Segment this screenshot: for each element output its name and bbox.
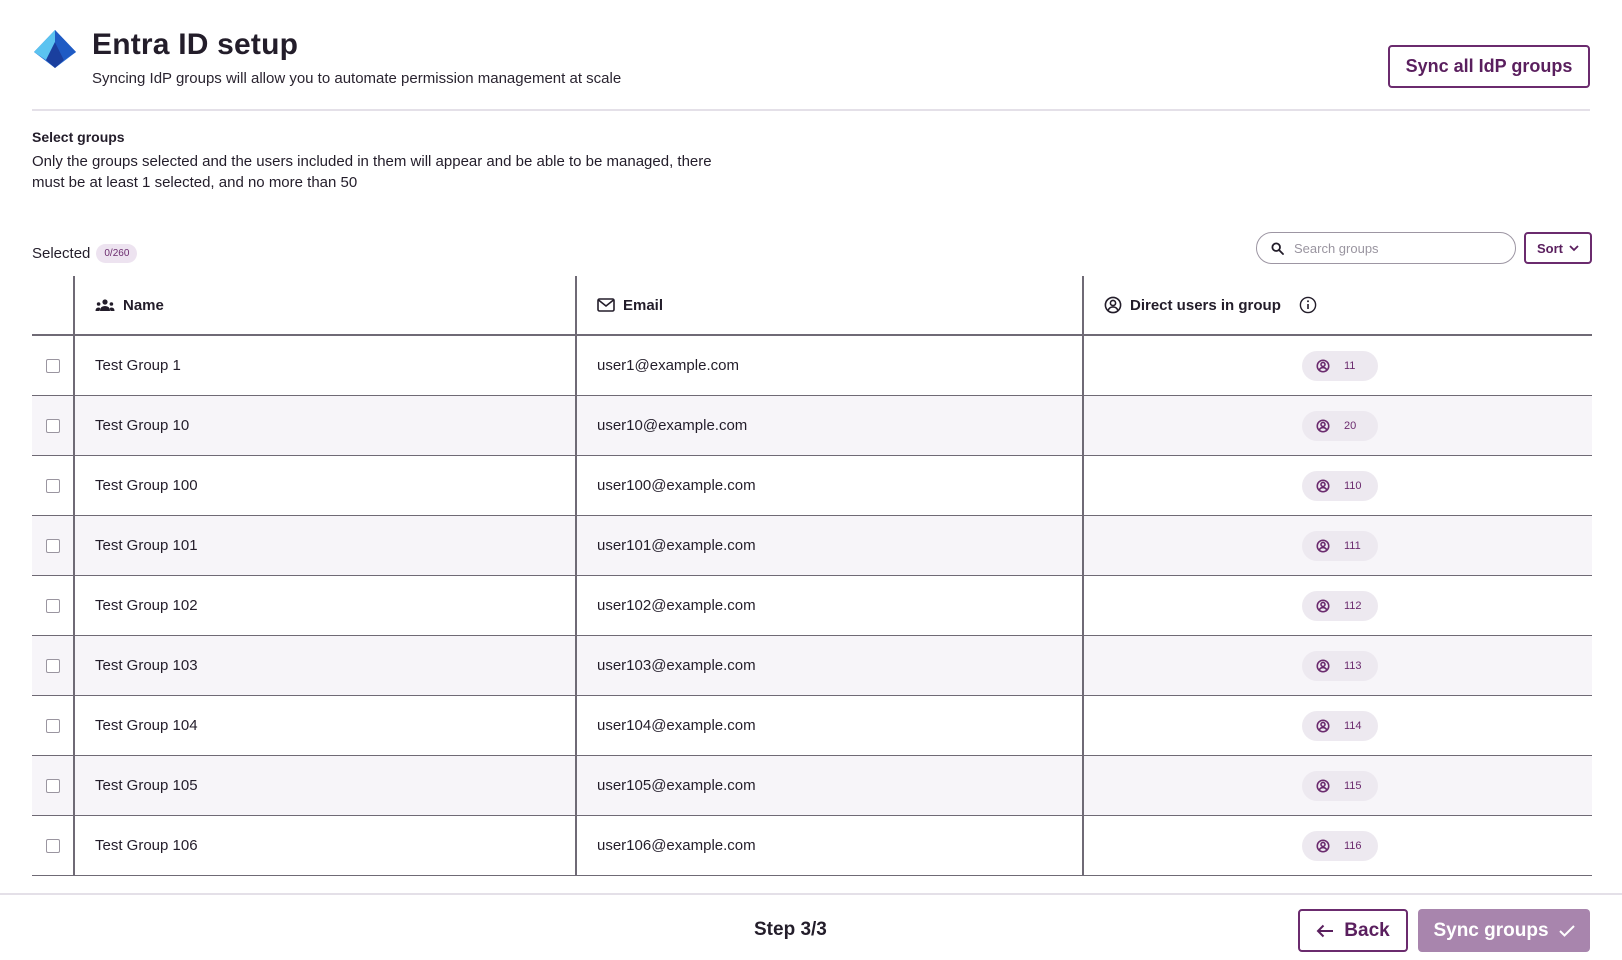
row-select-cell (32, 816, 73, 875)
entra-id-logo-icon (32, 28, 78, 70)
column-label-email: Email (623, 296, 664, 314)
direct-users-cell (1082, 336, 1592, 395)
table-row[interactable] (32, 336, 1592, 396)
selection-summary (32, 244, 137, 263)
table-row[interactable] (32, 636, 1592, 696)
group-icon (95, 298, 115, 312)
direct-users-cell (1082, 636, 1592, 695)
back-button-label: Back (1344, 919, 1390, 941)
group-name-cell: Test Group 105 (73, 756, 575, 815)
group-email-cell: user105@example.com (575, 756, 1082, 815)
user-count: 11 (1344, 359, 1356, 372)
groups-table (32, 276, 1592, 876)
search-icon (1271, 242, 1284, 255)
group-name-cell: Test Group 10 (73, 396, 575, 455)
user-circle-icon (1316, 599, 1330, 613)
row-select-cell (32, 336, 73, 395)
search-field[interactable] (1256, 232, 1516, 264)
user-count: 111 (1344, 539, 1361, 552)
back-button[interactable] (1298, 909, 1408, 952)
table-row[interactable] (32, 576, 1592, 636)
user-count-pill (1302, 411, 1378, 441)
direct-users-cell (1082, 396, 1592, 455)
group-name-cell: Test Group 1 (73, 336, 575, 395)
chevron-down-icon (1569, 245, 1579, 252)
group-email-cell: user104@example.com (575, 696, 1082, 755)
row-checkbox[interactable] (46, 359, 60, 373)
group-name-cell: Test Group 104 (73, 696, 575, 755)
table-row[interactable] (32, 816, 1592, 876)
user-circle-icon (1316, 539, 1330, 553)
user-count: 113 (1344, 659, 1362, 672)
page-title: Entra ID setup (92, 28, 299, 61)
user-circle-icon (1316, 779, 1330, 793)
check-icon (1559, 925, 1575, 937)
row-checkbox[interactable] (46, 779, 60, 793)
search-input[interactable] (1294, 241, 1494, 256)
section-title: Select groups (32, 129, 125, 145)
user-count: 112 (1344, 599, 1362, 612)
row-select-cell (32, 396, 73, 455)
user-count-pill (1302, 471, 1378, 501)
direct-users-cell (1082, 696, 1592, 755)
table-body (32, 336, 1592, 876)
table-row[interactable] (32, 696, 1592, 756)
user-count-pill (1302, 591, 1378, 621)
row-select-cell (32, 636, 73, 695)
table-row[interactable] (32, 756, 1592, 816)
user-count: 110 (1344, 479, 1362, 492)
user-circle-icon (1316, 479, 1330, 493)
row-checkbox[interactable] (46, 839, 60, 853)
column-header-name[interactable] (73, 276, 575, 334)
row-checkbox[interactable] (46, 659, 60, 673)
user-count: 114 (1344, 719, 1362, 732)
row-select-cell (32, 696, 73, 755)
footer-bar (0, 893, 1622, 960)
group-name-cell: Test Group 101 (73, 516, 575, 575)
row-checkbox[interactable] (46, 419, 60, 433)
user-count-pill (1302, 771, 1378, 801)
group-email-cell: user103@example.com (575, 636, 1082, 695)
direct-users-cell (1082, 516, 1592, 575)
table-row[interactable] (32, 396, 1592, 456)
group-email-cell: user100@example.com (575, 456, 1082, 515)
header-divider (32, 109, 1590, 111)
user-count-pill (1302, 651, 1378, 681)
column-header-email[interactable] (575, 276, 1082, 334)
user-circle-icon (1316, 359, 1330, 373)
user-count-pill (1302, 711, 1378, 741)
sync-all-idp-groups-button[interactable]: Sync all IdP groups (1388, 45, 1590, 88)
user-count-pill (1302, 831, 1378, 861)
user-circle-icon (1316, 839, 1330, 853)
user-circle-icon (1316, 719, 1330, 733)
direct-users-cell (1082, 816, 1592, 875)
user-count: 20 (1344, 419, 1357, 432)
group-email-cell: user101@example.com (575, 516, 1082, 575)
group-name-cell: Test Group 103 (73, 636, 575, 695)
mail-icon (597, 298, 615, 312)
sync-groups-label: Sync groups (1433, 919, 1549, 941)
user-circle-icon (1316, 419, 1330, 433)
row-select-cell (32, 576, 73, 635)
row-checkbox[interactable] (46, 539, 60, 553)
column-header-direct-users[interactable] (1082, 276, 1592, 334)
group-name-cell: Test Group 102 (73, 576, 575, 635)
sync-groups-button[interactable] (1418, 909, 1590, 952)
step-indicator: Step 3/3 (754, 919, 827, 940)
page-subtitle: Syncing IdP groups will allow you to automate permission management at scale (92, 70, 622, 87)
group-name-cell: Test Group 106 (73, 816, 575, 875)
select-column-header (32, 276, 73, 334)
info-icon[interactable] (1299, 296, 1317, 314)
selected-label: Selected (32, 245, 91, 262)
row-checkbox[interactable] (46, 599, 60, 613)
group-email-cell: user102@example.com (575, 576, 1082, 635)
user-circle-icon (1104, 296, 1122, 314)
user-count: 115 (1344, 779, 1362, 792)
row-select-cell (32, 456, 73, 515)
direct-users-cell (1082, 456, 1592, 515)
user-count: 116 (1344, 839, 1362, 852)
page-header (32, 26, 1590, 110)
direct-users-cell (1082, 756, 1592, 815)
user-circle-icon (1316, 659, 1330, 673)
row-select-cell (32, 756, 73, 815)
row-checkbox[interactable] (46, 719, 60, 733)
selected-count-badge: 0/260 (96, 244, 137, 263)
user-count-pill (1302, 351, 1378, 381)
column-label-name: Name (123, 296, 164, 314)
user-count-pill (1302, 531, 1378, 561)
row-select-cell (32, 516, 73, 575)
direct-users-cell (1082, 576, 1592, 635)
group-email-cell: user1@example.com (575, 336, 1082, 395)
group-email-cell: user106@example.com (575, 816, 1082, 875)
group-name-cell: Test Group 100 (73, 456, 575, 515)
table-header (32, 276, 1592, 336)
sort-label: Sort (1537, 240, 1563, 256)
group-email-cell: user10@example.com (575, 396, 1082, 455)
section-description: Only the groups selected and the users included in them will appear and be able to be managed, there must be at least 1 selected, and no more than 50 (32, 153, 712, 191)
arrow-left-icon (1316, 924, 1334, 938)
table-row[interactable] (32, 516, 1592, 576)
column-label-direct-users: Direct users in group (1130, 296, 1281, 314)
sort-button[interactable] (1524, 232, 1592, 264)
row-checkbox[interactable] (46, 479, 60, 493)
table-row[interactable] (32, 456, 1592, 516)
